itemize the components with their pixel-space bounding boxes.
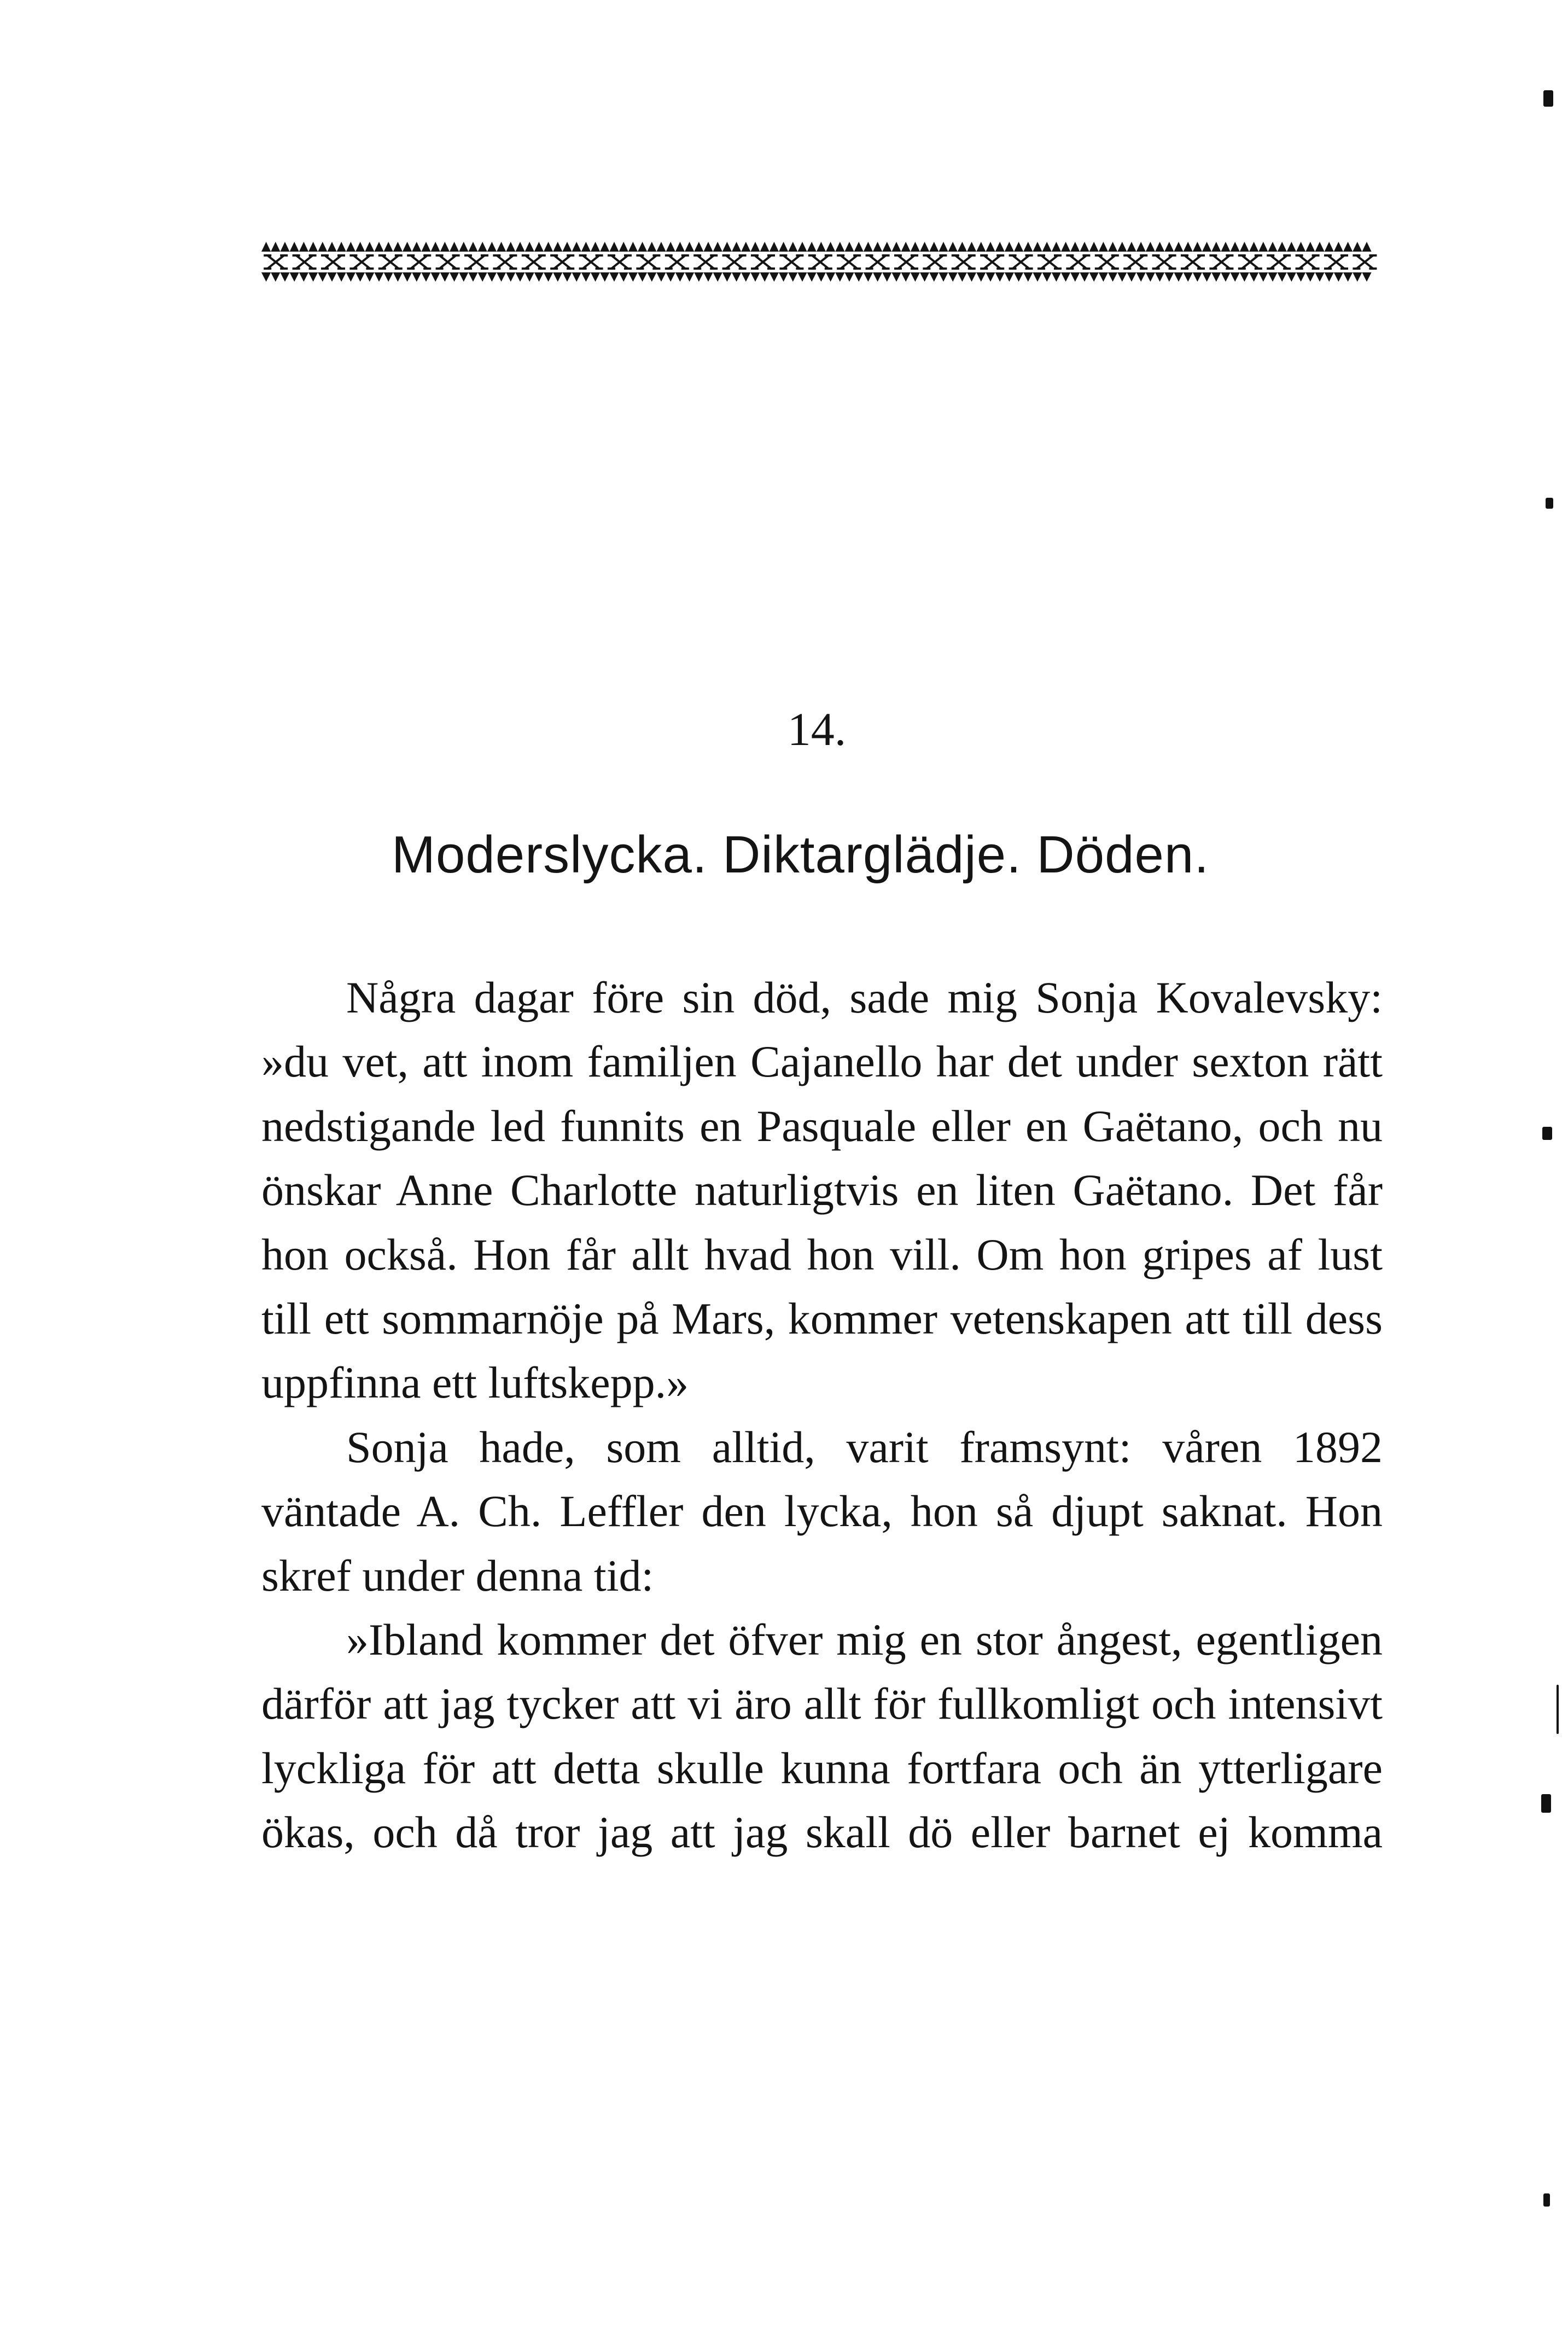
ornament-triangle-up <box>308 242 318 252</box>
ornament-triangle-down <box>1287 272 1296 282</box>
ornament-triangle-up <box>835 242 844 252</box>
ornament-triangle-up <box>450 242 459 252</box>
ornament-triangle-down <box>562 272 572 282</box>
ornament-triangle-down <box>750 272 760 282</box>
ornament-band <box>261 241 1378 282</box>
scan-edge-mark <box>1546 498 1553 509</box>
ornament-x <box>264 255 288 269</box>
ornament-x <box>1324 255 1348 269</box>
ornament-triangle-down <box>1278 272 1287 282</box>
ornament-triangle-down <box>374 272 383 282</box>
ornament-triangle-up <box>807 242 817 252</box>
ornament-triangle-down <box>1343 272 1353 282</box>
ornament-triangle-down <box>882 272 891 282</box>
ornament-x <box>1009 255 1033 269</box>
ornament-triangle-down <box>1211 272 1221 282</box>
ornament-triangle-down <box>675 272 685 282</box>
ornament-triangle-up <box>506 242 515 252</box>
ornament-triangle-down <box>807 272 817 282</box>
ornament-triangle-up <box>1117 242 1127 252</box>
ornament-triangle-up <box>544 242 553 252</box>
ornament-triangle-up <box>844 242 854 252</box>
ornament-triangle-down <box>1127 272 1136 282</box>
ornament-triangle-down <box>1353 272 1362 282</box>
ornament-triangle-down <box>929 272 939 282</box>
ornament-triangle-up <box>675 242 685 252</box>
ornament-triangle-up <box>1305 242 1315 252</box>
ornament-triangle-up <box>572 242 581 252</box>
ornament-triangle-up <box>261 242 271 252</box>
ornament-triangle-up <box>948 242 958 252</box>
ornament-triangle-up <box>327 242 336 252</box>
scan-edge-mark <box>1541 1794 1551 1813</box>
ornament-triangle-up <box>685 242 694 252</box>
ornament-triangle-down <box>891 272 901 282</box>
ornament-triangle-up <box>976 242 986 252</box>
ornament-triangle-up <box>750 242 760 252</box>
ornament-triangle-down <box>355 272 365 282</box>
ornament-triangle-down <box>1042 272 1052 282</box>
ornament-triangle-up <box>1061 242 1070 252</box>
ornament-triangle-down <box>854 272 864 282</box>
ornament-triangle-up <box>1315 242 1324 252</box>
ornament-x <box>293 255 317 269</box>
ornament-x <box>522 255 546 269</box>
ornament-triangle-up <box>628 242 638 252</box>
ornament-x <box>779 255 803 269</box>
ornament-triangle-up <box>1334 242 1343 252</box>
ornament-triangle-up <box>403 242 412 252</box>
scan-edge-mark <box>1543 90 1553 107</box>
ornament-x <box>1123 255 1147 269</box>
ornament-x <box>1353 255 1377 269</box>
ornament-triangle-up <box>656 242 666 252</box>
ornament-triangle-down <box>1296 272 1305 282</box>
ornament-triangle-up <box>882 242 891 252</box>
ornament-triangle-up <box>1136 242 1146 252</box>
ornament-triangle-down <box>901 272 911 282</box>
ornament-triangle-down <box>431 272 440 282</box>
ornament-triangle-up <box>873 242 882 252</box>
ornament-triangle-up <box>958 242 967 252</box>
ornament-triangle-up <box>1070 242 1080 252</box>
ornament-triangle-up <box>1023 242 1033 252</box>
scan-edge-mark <box>1542 1127 1552 1140</box>
ornament-triangle-up <box>647 242 656 252</box>
ornament-triangle-up <box>1258 242 1268 252</box>
ornament-triangle-up <box>760 242 770 252</box>
ornament-triangle-up <box>1155 242 1164 252</box>
ornament-triangle-down <box>741 272 750 282</box>
ornament-triangle-down <box>666 272 675 282</box>
ornament-triangle-down <box>1202 272 1211 282</box>
ornament-triangle-up <box>384 242 393 252</box>
ornament-triangle-up <box>1240 242 1249 252</box>
ornament-x <box>1238 255 1262 269</box>
ornament-triangle-down <box>1258 272 1268 282</box>
ornament-triangle-down <box>553 272 562 282</box>
ornament-triangle-up <box>534 242 544 252</box>
scan-edge-mark <box>1543 2193 1550 2207</box>
ornament-triangle-down <box>365 272 374 282</box>
ornament-triangle-down <box>261 272 271 282</box>
ornament-triangle-up <box>1005 242 1014 252</box>
ornament-x <box>923 255 947 269</box>
ornament-x <box>464 255 488 269</box>
ornament-triangle-down <box>939 272 948 282</box>
ornament-triangle-up <box>591 242 600 252</box>
ornament-triangle-up <box>1174 242 1183 252</box>
ornament-triangle-down <box>299 272 308 282</box>
ornament-triangle-down <box>1184 272 1193 282</box>
ornament-triangle-up <box>562 242 572 252</box>
ornament-triangle-up <box>817 242 826 252</box>
ornament-x <box>579 255 603 269</box>
ornament-x <box>1095 255 1119 269</box>
ornament-triangle-down <box>591 272 600 282</box>
ornament-triangle-up <box>525 242 534 252</box>
ornament-triangle-up <box>1202 242 1211 252</box>
ornament-x <box>1066 255 1090 269</box>
ornament-triangle-up <box>638 242 647 252</box>
chapter-title: Moderslycka. Diktarglädje. Döden. <box>392 825 1209 884</box>
ornament-triangle-up <box>1164 242 1174 252</box>
ornament-middle-row <box>261 253 1378 271</box>
ornament-triangle-up <box>1249 242 1258 252</box>
ornament-triangle-down <box>1033 272 1042 282</box>
ornament-x <box>436 255 460 269</box>
ornament-triangle-down <box>920 272 929 282</box>
ornament-triangle-up <box>440 242 450 252</box>
ornament-triangle-down <box>1023 272 1033 282</box>
ornament-triangle-up <box>600 242 609 252</box>
ornament-triangle-down <box>760 272 770 282</box>
ornament-x <box>751 255 775 269</box>
ornament-x <box>866 255 890 269</box>
ornament-triangle-up <box>1033 242 1042 252</box>
ornament-triangle-down <box>1099 272 1108 282</box>
ornament-triangle-up <box>619 242 628 252</box>
ornament-bottom-row <box>261 271 1378 282</box>
paragraph-3: »Ibland kommer det öfver mig en stor ångest, egentligen därför att jag tycker att vi äro allt för fullkomligt och intensivt lyckliga för att detta skulle kunna fortfara och än ytterligare ökas, och då tror jag att jag skall dö eller barnet ej komma <box>261 1615 1383 1858</box>
ornament-triangle-down <box>911 272 920 282</box>
ornament-triangle-down <box>1221 272 1230 282</box>
ornament-triangle-up <box>497 242 506 252</box>
ornament-x <box>1152 255 1176 269</box>
ornament-triangle-down <box>515 272 524 282</box>
ornament-triangle-down <box>609 272 619 282</box>
ornament-x <box>894 255 918 269</box>
ornament-x <box>665 255 689 269</box>
ornament-triangle-up <box>337 242 346 252</box>
ornament-triangle-up <box>713 242 722 252</box>
ornament-triangle-up <box>355 242 365 252</box>
ornament-triangle-down <box>1174 272 1183 282</box>
ornament-triangle-down <box>873 272 882 282</box>
ornament-triangle-down <box>694 272 703 282</box>
ornament-triangle-down <box>1014 272 1023 282</box>
ornament-triangle-down <box>1305 272 1315 282</box>
ornament-x <box>980 255 1004 269</box>
ornament-triangle-up <box>1108 242 1117 252</box>
ornament-triangle-down <box>1070 272 1080 282</box>
ornament-triangle-up <box>346 242 355 252</box>
ornament-triangle-up <box>487 242 497 252</box>
paragraph-2: Sonja hade, som alltid, varit framsynt: våren 1892 väntade A. Ch. Leffler den lycka, hon så djupt saknat. Hon skref under denna tid: <box>261 1422 1383 1600</box>
ornament-triangle-down <box>1005 272 1014 282</box>
ornament-triangle-down <box>647 272 656 282</box>
ornament-triangle-down <box>1193 272 1202 282</box>
ornament-triangle-up <box>478 242 487 252</box>
ornament-triangle-up <box>1146 242 1155 252</box>
ornament-triangle-up <box>290 242 299 252</box>
ornament-triangle-down <box>327 272 336 282</box>
ornament-triangle-up <box>280 242 289 252</box>
ornament-triangle-down <box>412 272 421 282</box>
ornament-x <box>808 255 832 269</box>
ornament-triangle-up <box>854 242 864 252</box>
ornament-triangle-down <box>1089 272 1099 282</box>
ornament-triangle-up <box>1268 242 1277 252</box>
ornament-triangle-up <box>911 242 920 252</box>
ornament-x <box>837 255 861 269</box>
ornament-triangle-up <box>1127 242 1136 252</box>
ornament-triangle-up <box>1211 242 1221 252</box>
ornament-triangle-down <box>308 272 318 282</box>
ornament-x <box>1296 255 1320 269</box>
ornament-triangle-up <box>365 242 374 252</box>
ornament-triangle-down <box>1334 272 1343 282</box>
ornament-triangle-down <box>478 272 487 282</box>
ornament-triangle-up <box>1042 242 1052 252</box>
ornament-triangle-down <box>440 272 450 282</box>
ornament-triangle-down <box>1268 272 1277 282</box>
body-text <box>261 965 1383 1865</box>
ornament-triangle-up <box>967 242 976 252</box>
ornament-triangle-up <box>986 242 995 252</box>
ornament-triangle-down <box>797 272 807 282</box>
ornament-triangle-down <box>844 272 854 282</box>
ornament-triangle-down <box>1249 272 1258 282</box>
ornament-triangle-down <box>421 272 430 282</box>
ornament-triangle-down <box>506 272 515 282</box>
ornament-triangle-down <box>290 272 299 282</box>
ornament-triangle-up <box>1184 242 1193 252</box>
ornament-triangle-up <box>412 242 421 252</box>
ornament-triangle-down <box>318 272 327 282</box>
ornament-x <box>321 255 345 269</box>
ornament-x <box>378 255 403 269</box>
ornament-triangle-down <box>384 272 393 282</box>
ornament-triangle-up <box>515 242 524 252</box>
ornament-triangle-down <box>713 272 722 282</box>
ornament-triangle-up <box>1080 242 1089 252</box>
ornament-triangle-down <box>986 272 995 282</box>
ornament-triangle-down <box>685 272 694 282</box>
ornament-triangle-down <box>1146 272 1155 282</box>
ornament-triangle-down <box>864 272 873 282</box>
ornament-triangle-up <box>694 242 703 252</box>
ornament-triangle-up <box>1221 242 1230 252</box>
ornament-triangle-up <box>1193 242 1202 252</box>
ornament-x <box>407 255 431 269</box>
ornament-triangle-down <box>826 272 835 282</box>
ornament-triangle-up <box>1089 242 1099 252</box>
ornament-triangle-down <box>600 272 609 282</box>
ornament-triangle-down <box>1240 272 1249 282</box>
ornament-triangle-up <box>1231 242 1240 252</box>
ornament-triangle-down <box>1052 272 1061 282</box>
ornament-triangle-up <box>1343 242 1353 252</box>
ornament-triangle-up <box>271 242 280 252</box>
ornament-triangle-down <box>1117 272 1127 282</box>
ornament-triangle-up <box>468 242 477 252</box>
ornament-triangle-down <box>1080 272 1089 282</box>
ornament-triangle-down <box>1231 272 1240 282</box>
ornament-triangle-down <box>656 272 666 282</box>
ornament-triangle-down <box>337 272 346 282</box>
ornament-x <box>1267 255 1291 269</box>
ornament-triangle-up <box>864 242 873 252</box>
ornament-triangle-down <box>581 272 591 282</box>
ornament-triangle-down <box>770 272 779 282</box>
ornament-triangle-down <box>995 272 1005 282</box>
ornament-triangle-up <box>1278 242 1287 252</box>
ornament-triangle-up <box>703 242 713 252</box>
ornament-triangle-up <box>732 242 741 252</box>
ornament-triangle-down <box>525 272 534 282</box>
ornament-triangle-down <box>967 272 976 282</box>
ornament-triangle-up <box>788 242 797 252</box>
ornament-triangle-up <box>826 242 835 252</box>
ornament-triangle-up <box>779 242 788 252</box>
ornament-x <box>636 255 660 269</box>
ornament-triangle-down <box>1155 272 1164 282</box>
ornament-triangle-up <box>929 242 939 252</box>
ornament-triangle-down <box>1325 272 1334 282</box>
ornament-triangle-down <box>459 272 468 282</box>
ornament-triangle-up <box>1362 242 1371 252</box>
ornament-triangle-down <box>788 272 797 282</box>
ornament-triangle-up <box>722 242 732 252</box>
ornament-x <box>1181 255 1205 269</box>
ornament-triangle-down <box>450 272 459 282</box>
ornament-triangle-down <box>544 272 553 282</box>
ornament-triangle-down <box>722 272 732 282</box>
ornament-triangle-up <box>609 242 619 252</box>
ornament-triangle-up <box>891 242 901 252</box>
ornament-triangle-up <box>553 242 562 252</box>
ornament-triangle-up <box>299 242 308 252</box>
ornament-triangle-up <box>770 242 779 252</box>
ornament-triangle-down <box>393 272 403 282</box>
ornament-triangle-down <box>534 272 544 282</box>
ornament-triangle-down <box>280 272 289 282</box>
ornament-triangle-up <box>1052 242 1061 252</box>
ornament-triangle-up <box>901 242 911 252</box>
ornament-x <box>1037 255 1062 269</box>
ornament-triangle-up <box>1099 242 1108 252</box>
ornament-x <box>608 255 632 269</box>
ornament-triangle-up <box>393 242 403 252</box>
ornament-triangle-up <box>939 242 948 252</box>
ornament-triangle-up <box>666 242 675 252</box>
ornament-triangle-down <box>403 272 412 282</box>
ornament-triangle-up <box>797 242 807 252</box>
ornament-triangle-up <box>431 242 440 252</box>
ornament-triangle-up <box>741 242 750 252</box>
ornament-triangle-down <box>271 272 280 282</box>
ornament-triangle-down <box>1061 272 1070 282</box>
ornament-triangle-down <box>948 272 958 282</box>
ornament-triangle-down <box>487 272 497 282</box>
ornament-triangle-up <box>1325 242 1334 252</box>
ornament-top-row <box>261 241 1378 253</box>
ornament-triangle-up <box>1296 242 1305 252</box>
ornament-triangle-down <box>1136 272 1146 282</box>
ornament-triangle-down <box>572 272 581 282</box>
ornament-x <box>1209 255 1233 269</box>
ornament-triangle-down <box>817 272 826 282</box>
ornament-triangle-up <box>581 242 591 252</box>
ornament-x <box>349 255 374 269</box>
ornament-triangle-down <box>468 272 477 282</box>
ornament-triangle-down <box>732 272 741 282</box>
ornament-triangle-up <box>995 242 1005 252</box>
scan-edge-mark <box>1557 1685 1559 1734</box>
ornament-triangle-down <box>497 272 506 282</box>
ornament-triangle-down <box>1108 272 1117 282</box>
ornament-x <box>693 255 718 269</box>
ornament-triangle-up <box>459 242 468 252</box>
ornament-triangle-down <box>1315 272 1324 282</box>
ornament-triangle-down <box>638 272 647 282</box>
ornament-x <box>493 255 517 269</box>
ornament-x <box>952 255 976 269</box>
ornament-triangle-down <box>958 272 967 282</box>
ornament-triangle-down <box>628 272 638 282</box>
ornament-triangle-up <box>374 242 383 252</box>
ornament-triangle-down <box>976 272 986 282</box>
ornament-triangle-down <box>1164 272 1174 282</box>
ornament-triangle-down <box>1362 272 1371 282</box>
ornament-triangle-down <box>835 272 844 282</box>
ornament-triangle-up <box>318 242 327 252</box>
ornament-triangle-down <box>703 272 713 282</box>
ornament-triangle-up <box>421 242 430 252</box>
chapter-number: 14. <box>787 703 847 755</box>
ornament-triangle-down <box>779 272 788 282</box>
ornament-x <box>550 255 574 269</box>
paragraph-1: Några dagar före sin död, sade mig Sonja Kovalevsky: »du vet, att inom familjen Cajanello har det under sexton rätt nedstigande led funnits en Pasquale eller en Gaëtano, och nu önskar Anne Charlotte naturligtvis en liten Gaëtano. Det får hon också. Hon får allt hvad hon vill. Om hon gripes af lust till ett sommarnöje på Mars, kommer vetenskapen att till dess uppfinna ett luftskepp.» <box>261 973 1383 1408</box>
ornament-triangle-up <box>1287 242 1296 252</box>
ornament-triangle-up <box>1353 242 1362 252</box>
ornament-triangle-down <box>619 272 628 282</box>
ornament-triangle-down <box>346 272 355 282</box>
ornament-triangle-up <box>920 242 929 252</box>
ornament-triangle-up <box>1014 242 1023 252</box>
ornament-x <box>722 255 747 269</box>
